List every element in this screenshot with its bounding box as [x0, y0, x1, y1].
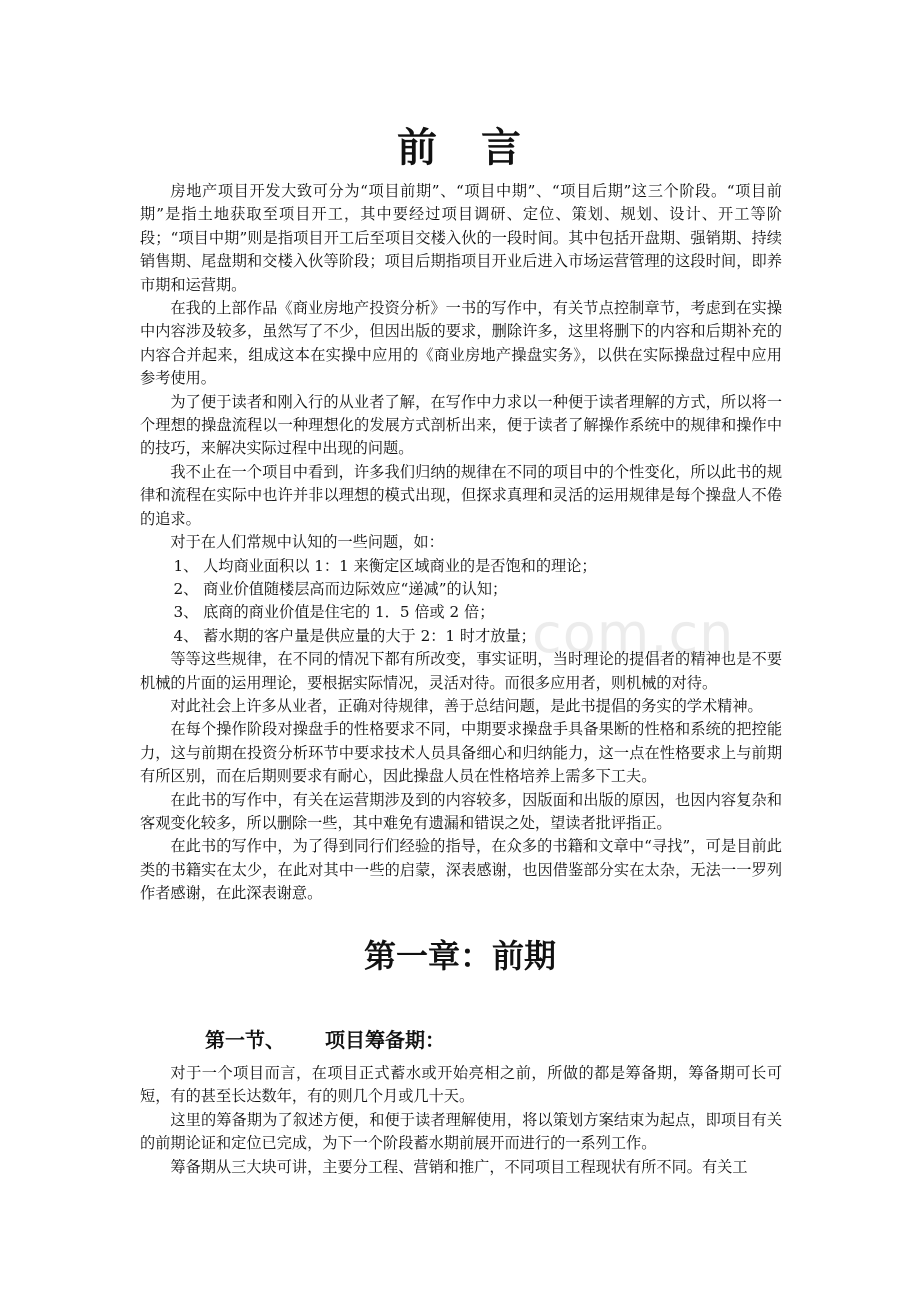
preface-paragraph: 房地产项目开发大致可分为“项目前期”、“项目中期”、“项目后期”这三个阶段。“项目前期”是指土地获取至项目开工，其中要经过项目调研、定位、策划、规划、设计、开工等阶段；“项目中期”则是指项目开工后至项目交楼入伙的一段时间。其中包括开盘期、强销期、持续销售期、尾盘期和交楼入伙等阶段；项目后期指项目开业后进入市场运营管理的这段时间，即养市期和运营期。 [140, 182, 782, 294]
preface-paragraph: 在我的上部作品《商业房地产投资分析》一书的写作中，有关节点控制章节，考虑到在实操中内容涉及较多，虽然写了不少，但因出版的要求，删除许多，这里将删下的内容和后期补充的内容合并起来，组成这本在实操中应用的《商业房地产操盘实务》，以供在实际操盘过程中应用参考使用。 [140, 299, 782, 388]
list-item: 3、 底商的商业价值是住宅的 1．5 倍或 2 倍； [173, 603, 495, 622]
section-heading [205, 1024, 445, 1056]
preface-paragraph: 在每个操作阶段对操盘手的性格要求不同，中期要求操盘手具备果断的性格和系统的把控能力，这与前期在投资分析环节中要求技术人员具备细心和归纳能力，这一点在性格要求上与前期有所区别，而在后期则要求有耐心，因此操盘人员在性格培养上需多下工夫。 [140, 720, 782, 786]
preface-paragraph: 在此书的写作中，为了得到同行们经验的指导，在众多的书籍和文章中“寻找”，可是目前此类的书籍实在太少，在此对其中一些的启蒙，深表感谢，也因借鉴部分实在太杂，无法一一罗列作者感谢，在此深表谢意。 [140, 837, 782, 903]
chapter-title: 第一章：前期 [363, 937, 556, 975]
watermark: com.cn [532, 602, 735, 665]
list-item: 2、 商业价值随楼层高而边际效应“递减”的认知； [173, 579, 508, 598]
section-paragraph: 这里的筹备期为了叙述方便，和便于读者理解使用，将以策划方案结束为起点，即项目有关的前期论证和定位已完成，为下一个阶段蓄水期前展开而进行的一系列工作。 [140, 1110, 782, 1153]
section-title: 项目筹备期： [325, 1028, 445, 1052]
list-item: 1、 人均商业面积以 1：1 来衡定区域商业的是否饱和的理论； [173, 556, 597, 575]
preface-paragraph: 等等这些规律，在不同的情况下都有所改变，事实证明，当时理论的提倡者的精神也是不要机械的片面的运用理论，要根据实际情况，灵活对待。而很多应用者，则机械的对待。 [140, 650, 782, 692]
section-paragraph: 筹备期从三大块可讲，主要分工程、营销和推广，不同项目工程现状有所不同。有关工 [170, 1157, 748, 1176]
preface-paragraph: 为了便于读者和刚入行的从业者了解，在写作中力求以一种便于读者理解的方式，所以将一个理想的操盘流程以一种理想化的发展方式剖析出来，便于读者了解操作系统中的规律和操作中的技巧，来解决实际过程中出现的问题。 [140, 392, 782, 458]
list-item: 4、 蓄水期的客户量是供应量的大于 2：1 时才放量； [173, 626, 536, 645]
preface-paragraph: 对此社会上许多从业者，正确对待规律，善于总结问题，是此书提倡的务实的学术精神。 [170, 696, 763, 715]
preface-paragraph: 在此书的写作中，有关在运营期涉及到的内容较多，因版面和出版的原因，也因内容复杂和客观变化较多，所以删除一些，其中难免有遗漏和错误之处，望读者批评指正。 [140, 790, 782, 832]
section-number: 第一节、 [205, 1028, 285, 1052]
section-body [140, 1062, 782, 1179]
section-paragraph: 对于一个项目而言，在项目正式蓄水或开始亮相之前，所做的都是筹备期，筹备期可长可短，有的甚至长达数年，有的则几个月或几十天。 [140, 1064, 782, 1106]
preface-paragraph: 对于在人们常规中认知的一些问题，如： [170, 533, 444, 552]
preface-title: 前 言 [397, 124, 523, 171]
preface-paragraph: 我不止在一个项目中看到，许多我们归纳的规律在不同的项目中的个性变化，所以此书的规律和流程在实际中也许并非以理想的模式出现，但探求真理和灵活的运用规律是每个操盘人不倦的追求。 [140, 462, 782, 528]
preface-body [140, 180, 782, 906]
